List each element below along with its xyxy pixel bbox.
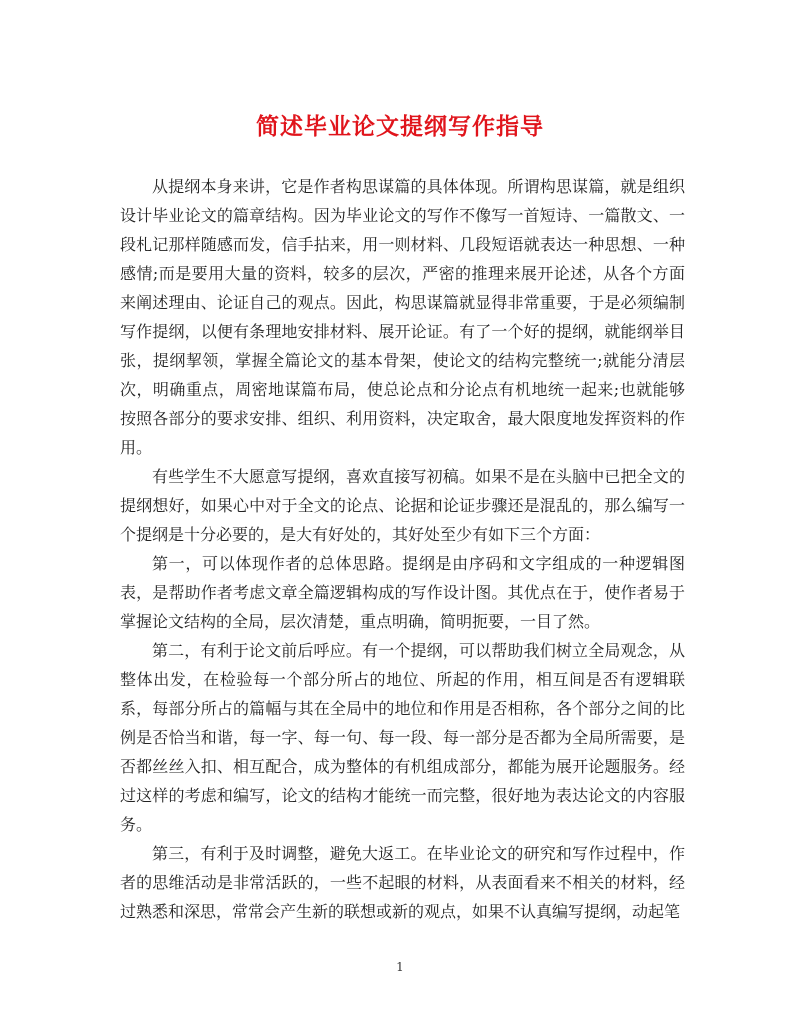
page-number: 1 xyxy=(396,960,404,974)
paragraph-2: 有些学生不大愿意写提纲，喜欢直接写初稿。如果不是在头脑中已把全文的提纲想好，如果心中对于全文的论点、论据和论证步骤还是混乱的，那么编写一个提纲是十分必要的，是大有好处的，其好处至少有如下三个方面： xyxy=(120,467,685,544)
paragraph-3: 第一，可以体现作者的总体思路。提纲是由序码和文字组成的一种逻辑图表，是帮助作者考虑文章全篇逻辑构成的写作设计图。其优点在于，使作者易于掌握论文结构的全局，层次清楚，重点明确，简明扼要，一目了然。 xyxy=(120,554,685,631)
paragraph-5: 第三，有利于及时调整，避免大返工。在毕业论文的研究和写作过程中，作者的思维活动是非常活跃的，一些不起眼的材料，从表面看来不相关的材料，经过熟悉和深思，常常会产生新的联想或新的观点，如果不认真编写提纲，动起笔 xyxy=(120,844,685,921)
paragraph-4: 第二，有利于论文前后呼应。有一个提纲，可以帮助我们树立全局观念，从整体出发，在检验每一个部分所占的地位、所起的作用，相互间是否有逻辑联系，每部分所占的篇幅与其在全局中的地位和作用是否相称，各个部分之间的比例是否恰当和谐，每一字、每一句、每一段、每一部分是否都为全局所需要，是否都丝丝入扣、相互配合，成为整体的有机组成部分，都能为展开论题服务。经过这样的考虑和编写，论文的结构才能统一而完整，很好地为表达论文的内容服务。 xyxy=(120,641,685,834)
paragraph-1: 从提纲本身来讲，它是作者构思谋篇的具体体现。所谓构思谋篇，就是组织设计毕业论文的篇章结构。因为毕业论文的写作不像写一首短诗、一篇散文、一段札记那样随感而发，信手拈来，用一则材料、几段短语就表达一种思想、一种感情;而是要用大量的资料，较多的层次，严密的推理来展开论述，从各个方面来阐述理由、论证自己的观点。因此，构思谋篇就显得非常重要，于是必须编制写作提纲，以便有条理地安排材料、展开论证。有了一个好的提纲，就能纲举目张，提纲挈领，掌握全篇论文的基本骨架，使论文的结构完整统一;就能分清层次，明确重点，周密地谋篇布局，使总论点和分论点有机地统一起来;也就能够按照各部分的要求安排、组织、利用资料，决定取舍，最大限度地发挥资料的作用。 xyxy=(120,177,685,457)
document-title: 简述毕业论文提纲写作指导 xyxy=(256,113,544,140)
document-body xyxy=(120,172,685,926)
